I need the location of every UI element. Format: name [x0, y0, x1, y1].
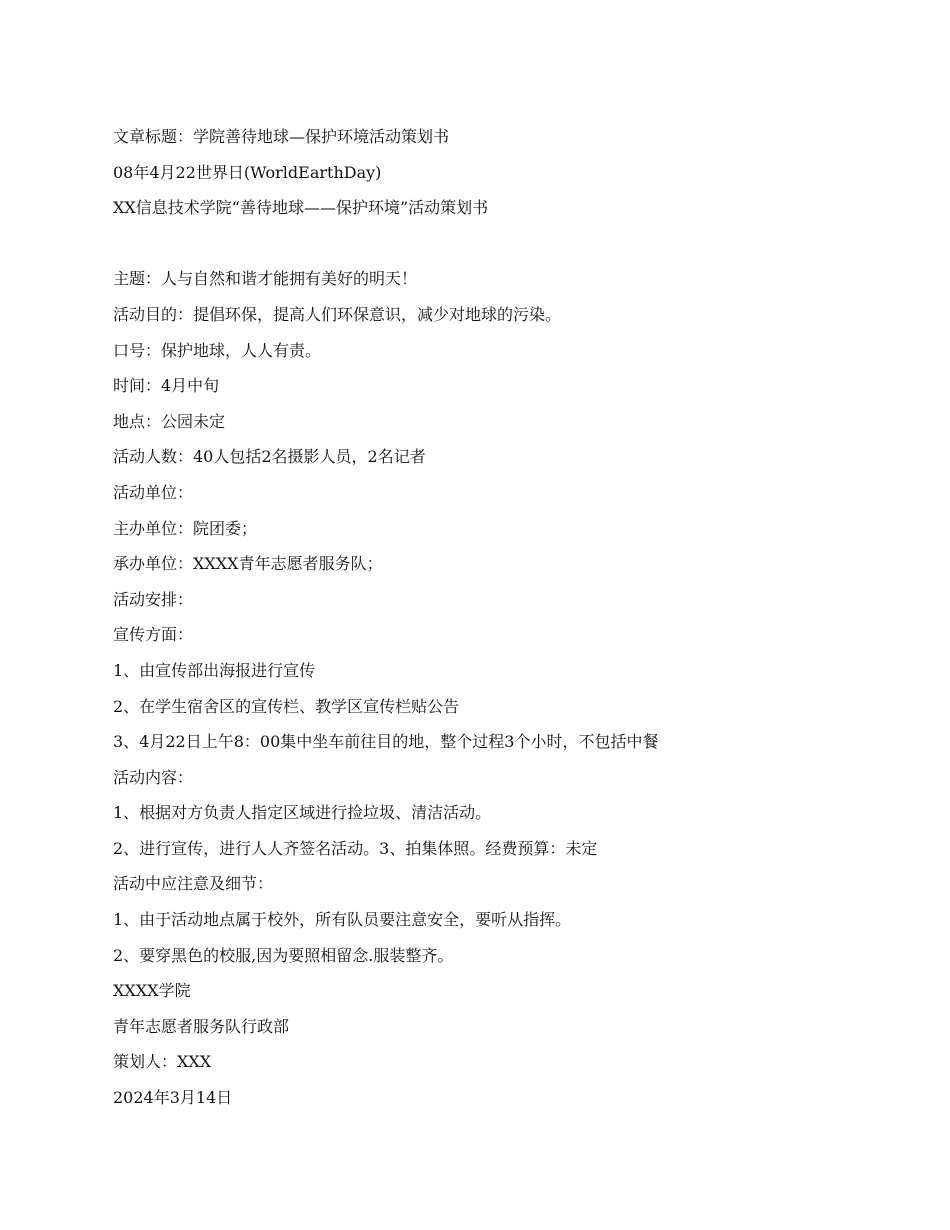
location-line: 地点：公园未定	[113, 411, 226, 431]
publicity-item: 1、由宣传部出海报进行宣传	[113, 660, 316, 680]
content-heading: 活动内容：	[113, 767, 194, 787]
document-body	[113, 125, 853, 1122]
date-line: 08年4月22世界日(WorldEarthDay)	[113, 162, 382, 182]
publicity-heading: 宣传方面：	[113, 625, 194, 645]
notes-item: 1、由于活动地点属于校外，所有队员要注意安全，要听从指挥。	[113, 910, 572, 930]
time-line: 时间：4月中旬	[113, 376, 220, 396]
blank-line	[113, 232, 853, 268]
theme-line: 主题：人与自然和谐才能拥有美好的明天！	[113, 269, 418, 289]
units-heading: 活动单位：	[113, 482, 194, 502]
content-item: 1、根据对方负责人指定区域进行捡垃圾、清洁活动。	[113, 803, 492, 823]
publicity-item: 3、4月22日上午8：00集中坐车前往目的地，整个过程3个小时，不包括中餐	[113, 732, 659, 752]
signature-college: XXXX学院	[113, 981, 191, 1001]
slogan-line: 口号：保护地球，人人有责。	[113, 340, 322, 360]
signature-date: 2024年3月14日	[113, 1088, 233, 1108]
co-organizer-line: 承办单位：XXXX青年志愿者服务队；	[113, 554, 383, 574]
notes-heading: 活动中应注意及细节：	[113, 874, 274, 894]
article-title: 文章标题：学院善待地球—保护环境活动策划书	[113, 127, 450, 146]
signature-planner: 策划人：XXX	[113, 1052, 212, 1072]
signature-department: 青年志愿者服务队行政部	[113, 1016, 290, 1036]
organizer-line: 主办单位：院团委；	[113, 518, 258, 538]
purpose-line: 活动目的：提倡环保，提高人们环保意识，减少对地球的污染。	[113, 304, 562, 324]
plan-title: XX信息技术学院“善待地球——保护环境”活动策划书	[113, 198, 489, 218]
content-item: 2、进行宣传，进行人人齐签名活动。3、拍集体照。经费预算：未定	[113, 838, 598, 858]
notes-item: 2、要穿黑色的校服,因为要照相留念.服装整齐。	[113, 945, 454, 965]
participants-line: 活动人数：40人包括2名摄影人员，2名记者	[113, 447, 426, 467]
publicity-item: 2、在学生宿舍区的宣传栏、教学区宣传栏贴公告	[113, 696, 460, 716]
arrangement-heading: 活动安排：	[113, 589, 194, 609]
